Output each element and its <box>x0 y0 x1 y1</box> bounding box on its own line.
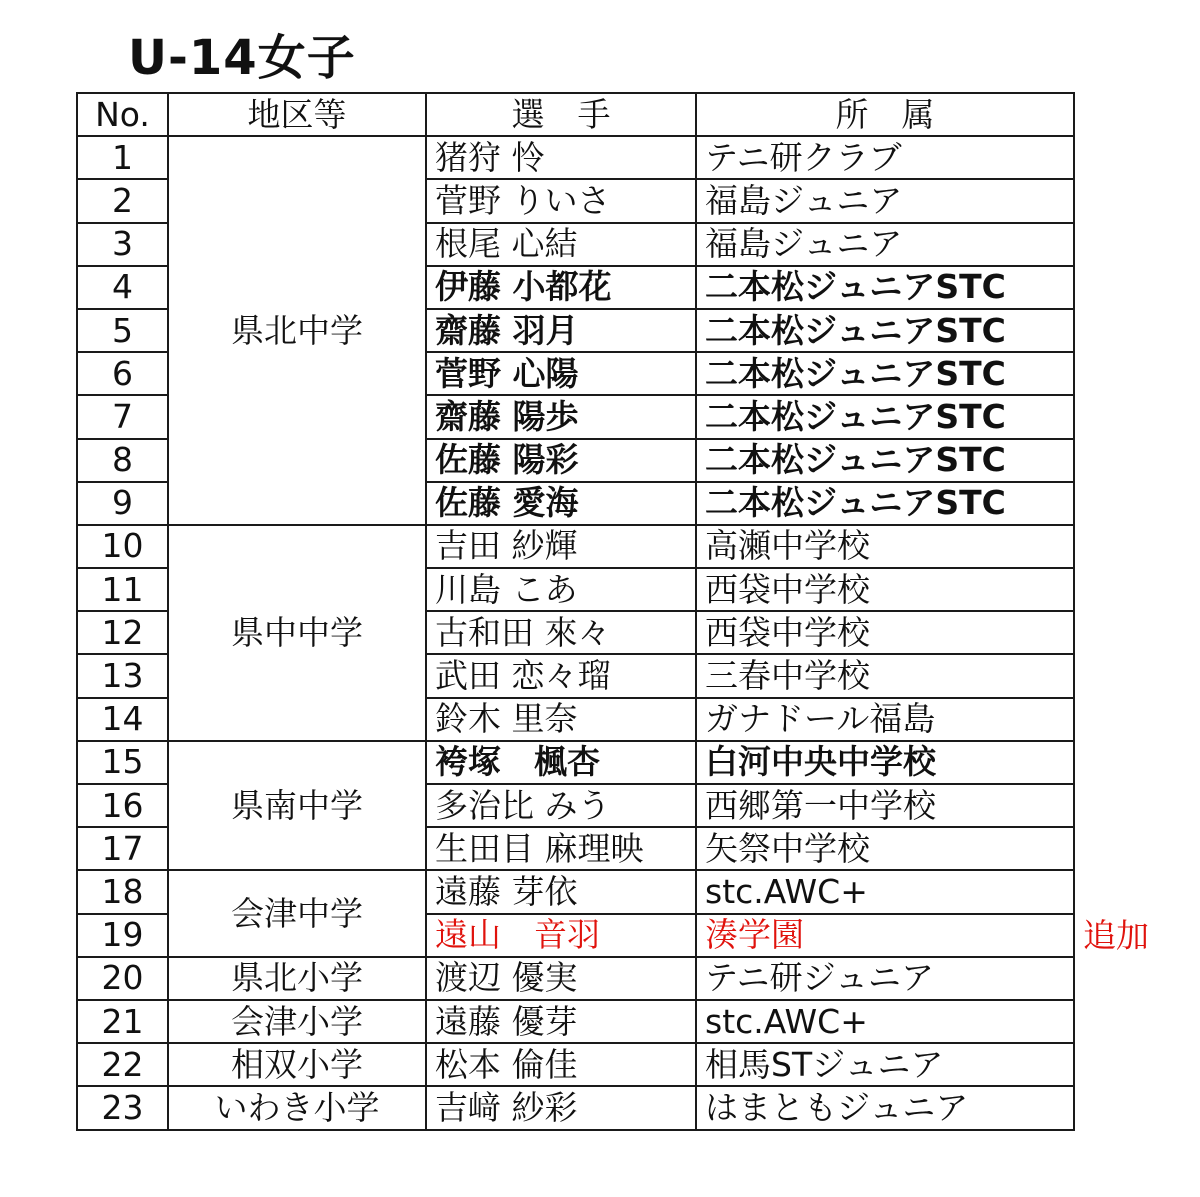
row-number: 22 <box>77 1043 168 1086</box>
table-row <box>77 870 1074 913</box>
header-row <box>77 93 1074 136</box>
team-name: 二本松ジュニアSTC <box>696 309 1074 352</box>
player-name: 根尾 心結 <box>426 223 696 266</box>
team-name: 矢祭中学校 <box>696 827 1074 870</box>
player-name: 吉﨑 紗彩 <box>426 1086 696 1129</box>
table-row <box>77 136 1074 179</box>
area-cell: 会津中学 <box>168 870 426 956</box>
player-name: 袴塚 楓杏 <box>426 741 696 784</box>
team-name: テニ研ジュニア <box>696 957 1074 1000</box>
row-number: 4 <box>77 266 168 309</box>
area-cell: 会津小学 <box>168 1000 426 1043</box>
player-name: 松本 倫佳 <box>426 1043 696 1086</box>
column-header-player: 選 手 <box>426 93 696 136</box>
area-cell: いわき小学 <box>168 1086 426 1129</box>
roster-table <box>76 92 1075 1131</box>
row-number: 9 <box>77 482 168 525</box>
row-number: 3 <box>77 223 168 266</box>
player-name: 佐藤 愛海 <box>426 482 696 525</box>
row-number: 15 <box>77 741 168 784</box>
player-name: 菅野 心陽 <box>426 352 696 395</box>
area-cell: 相双小学 <box>168 1043 426 1086</box>
row-number: 19 <box>77 914 168 957</box>
player-name: 鈴木 里奈 <box>426 698 696 741</box>
team-name: stc.AWC+ <box>696 870 1074 913</box>
table-row <box>77 1086 1074 1129</box>
row-number: 1 <box>77 136 168 179</box>
player-name: 齋藤 羽月 <box>426 309 696 352</box>
table-row <box>77 957 1074 1000</box>
team-name: 二本松ジュニアSTC <box>696 266 1074 309</box>
player-name: 遠山 音羽 <box>426 914 696 957</box>
row-number: 6 <box>77 352 168 395</box>
area-cell: 県北中学 <box>168 136 426 525</box>
table-row <box>77 1000 1074 1043</box>
area-cell: 県中中学 <box>168 525 426 741</box>
team-name: 高瀬中学校 <box>696 525 1074 568</box>
team-name: ガナドール福島 <box>696 698 1074 741</box>
added-note: 追加 <box>1083 916 1149 955</box>
row-number: 11 <box>77 568 168 611</box>
row-number: 18 <box>77 870 168 913</box>
page-title: U-14女子 <box>128 30 356 86</box>
player-name: 多治比 みう <box>426 784 696 827</box>
team-name: 三春中学校 <box>696 654 1074 697</box>
row-number: 2 <box>77 179 168 222</box>
player-name: 佐藤 陽彩 <box>426 439 696 482</box>
player-name: 吉田 紗輝 <box>426 525 696 568</box>
player-name: 生田目 麻理映 <box>426 827 696 870</box>
player-name: 齋藤 陽歩 <box>426 395 696 438</box>
player-name: 古和田 來々 <box>426 611 696 654</box>
row-number: 5 <box>77 309 168 352</box>
row-number: 8 <box>77 439 168 482</box>
row-number: 20 <box>77 957 168 1000</box>
team-name: 相馬STジュニア <box>696 1043 1074 1086</box>
row-number: 23 <box>77 1086 168 1129</box>
player-name: 渡辺 優実 <box>426 957 696 1000</box>
table-row <box>77 741 1074 784</box>
team-name: 湊学園 <box>696 914 1074 957</box>
row-number: 12 <box>77 611 168 654</box>
player-name: 遠藤 優芽 <box>426 1000 696 1043</box>
player-name: 菅野 りいさ <box>426 179 696 222</box>
team-name: stc.AWC+ <box>696 1000 1074 1043</box>
column-header-area: 地区等 <box>168 93 426 136</box>
area-cell: 県南中学 <box>168 741 426 871</box>
column-header-no: No. <box>77 93 168 136</box>
team-name: 二本松ジュニアSTC <box>696 395 1074 438</box>
area-cell: 県北小学 <box>168 957 426 1000</box>
player-name: 伊藤 小都花 <box>426 266 696 309</box>
table-row <box>77 1043 1074 1086</box>
row-number: 7 <box>77 395 168 438</box>
team-name: 西袋中学校 <box>696 568 1074 611</box>
player-name: 川島 こあ <box>426 568 696 611</box>
row-number: 17 <box>77 827 168 870</box>
team-name: テニ研クラブ <box>696 136 1074 179</box>
team-name: 福島ジュニア <box>696 223 1074 266</box>
team-name: 二本松ジュニアSTC <box>696 439 1074 482</box>
roster-body <box>77 136 1074 1129</box>
player-name: 武田 恋々瑠 <box>426 654 696 697</box>
row-number: 21 <box>77 1000 168 1043</box>
team-name: はまともジュニア <box>696 1086 1074 1129</box>
team-name: 西袋中学校 <box>696 611 1074 654</box>
row-number: 13 <box>77 654 168 697</box>
team-name: 白河中央中学校 <box>696 741 1074 784</box>
team-name: 西郷第一中学校 <box>696 784 1074 827</box>
table-row <box>77 525 1074 568</box>
column-header-team: 所 属 <box>696 93 1074 136</box>
team-name: 福島ジュニア <box>696 179 1074 222</box>
player-name: 猪狩 怜 <box>426 136 696 179</box>
team-name: 二本松ジュニアSTC <box>696 482 1074 525</box>
row-number: 16 <box>77 784 168 827</box>
row-number: 10 <box>77 525 168 568</box>
team-name: 二本松ジュニアSTC <box>696 352 1074 395</box>
row-number: 14 <box>77 698 168 741</box>
player-name: 遠藤 芽依 <box>426 870 696 913</box>
